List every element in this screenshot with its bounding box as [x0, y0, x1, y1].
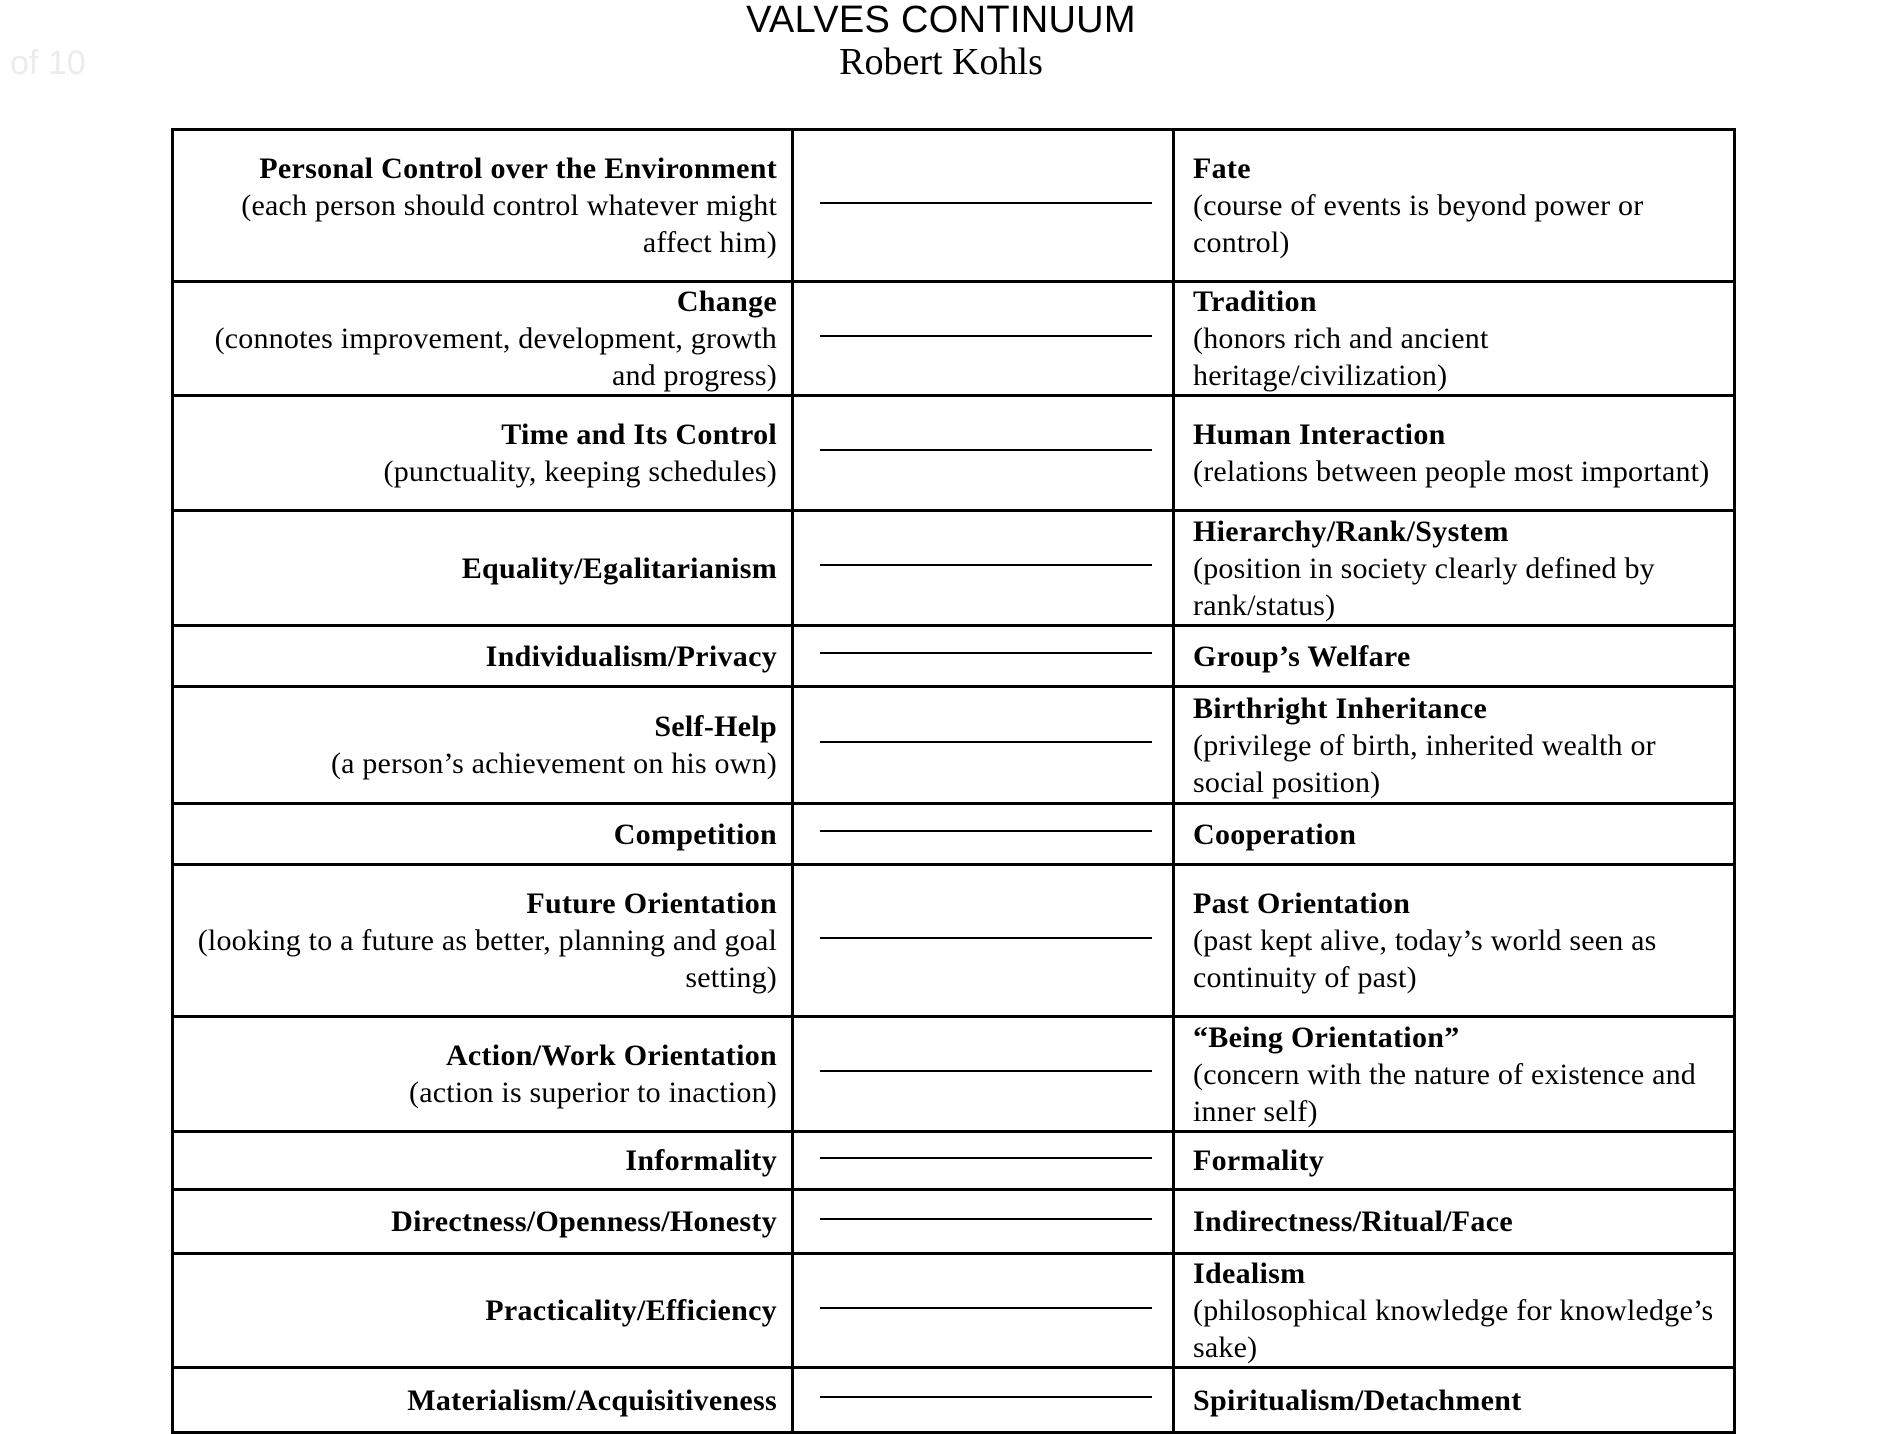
left-value-cell	[173, 804, 793, 865]
left-value-title: Practicality/Efficiency	[485, 1294, 777, 1327]
table-row	[173, 626, 1735, 687]
right-value-cell	[1174, 804, 1735, 865]
rating-line-cell[interactable]	[793, 865, 1174, 1017]
right-value-description: (philosophical knowledge for knowledge’s sake)	[1193, 1294, 1714, 1364]
rating-line-cell[interactable]	[793, 1132, 1174, 1190]
left-value-cell	[173, 1190, 793, 1254]
table-row	[173, 804, 1735, 865]
rating-line-cell[interactable]	[793, 282, 1174, 396]
right-value-title: Birthright Inheritance	[1193, 691, 1488, 725]
rating-line[interactable]	[820, 202, 1152, 204]
right-value-title: Fate	[1193, 152, 1251, 185]
left-value-title: Competition	[613, 817, 777, 851]
left-value-description: (each person should control whatever might affect him)	[241, 189, 777, 259]
table-row	[173, 282, 1735, 396]
left-value-cell	[173, 511, 793, 626]
table-row	[173, 130, 1735, 282]
left-value-description: (a person’s achievement on his own)	[330, 747, 777, 780]
right-value-description: (relations between people most important)	[1193, 455, 1710, 488]
left-value-title: Time and Its Control	[501, 418, 777, 451]
right-value-title: Human Interaction	[1193, 418, 1446, 451]
rating-line[interactable]	[820, 652, 1152, 654]
left-value-cell	[173, 865, 793, 1017]
rating-line[interactable]	[820, 335, 1152, 337]
rating-line-cell[interactable]	[793, 396, 1174, 511]
rating-line-cell[interactable]	[793, 1254, 1174, 1368]
left-value-title: Materialism/Acquisitiveness	[407, 1383, 777, 1417]
document-title: VALVES CONTINUUM	[746, 0, 1136, 41]
table-row	[173, 687, 1735, 804]
right-value-title: Cooperation	[1193, 817, 1357, 851]
left-value-cell	[173, 1254, 793, 1368]
table-row	[173, 1190, 1735, 1254]
left-value-description: (action is superior to inaction)	[409, 1076, 777, 1109]
left-value-cell	[173, 282, 793, 396]
right-value-title: Hierarchy/Rank/System	[1193, 514, 1509, 548]
right-value-title: Past Orientation	[1193, 887, 1411, 920]
right-value-cell	[1174, 282, 1735, 396]
left-value-title: Future Orientation	[526, 887, 777, 920]
rating-line-cell[interactable]	[793, 626, 1174, 687]
rating-line-cell[interactable]	[793, 1368, 1174, 1433]
right-value-cell	[1174, 687, 1735, 804]
left-value-description: (punctuality, keeping schedules)	[383, 455, 777, 488]
right-value-cell	[1174, 396, 1735, 511]
right-value-cell	[1174, 865, 1735, 1017]
right-value-description: (position in society clearly defined by rank/status)	[1193, 551, 1655, 622]
right-value-title: Formality	[1193, 1144, 1324, 1177]
right-value-cell	[1174, 130, 1735, 282]
right-value-cell	[1174, 1190, 1735, 1254]
left-value-cell	[173, 396, 793, 511]
left-value-cell	[173, 1017, 793, 1132]
right-value-cell	[1174, 511, 1735, 626]
rating-line-cell[interactable]	[793, 804, 1174, 865]
right-value-cell	[1174, 1017, 1735, 1132]
right-value-title: Idealism	[1193, 1257, 1306, 1290]
table-row	[173, 511, 1735, 626]
left-value-title: Informality	[625, 1144, 777, 1177]
table-row	[173, 1017, 1735, 1132]
left-value-cell	[173, 1368, 793, 1433]
left-value-title: Personal Control over the Environment	[259, 152, 777, 185]
left-value-cell	[173, 130, 793, 282]
rating-line-cell[interactable]	[793, 687, 1174, 804]
left-value-cell	[173, 1132, 793, 1190]
table-row	[173, 396, 1735, 511]
left-value-description: (looking to a future as better, planning and goal setting)	[197, 924, 777, 994]
rating-line-cell[interactable]	[793, 1190, 1174, 1254]
left-value-title: Self-Help	[654, 710, 777, 743]
table-row	[173, 1254, 1735, 1368]
rating-line[interactable]	[820, 1157, 1152, 1159]
right-value-description: (honors rich and ancient heritage/civilization)	[1193, 322, 1489, 392]
values-continuum-table	[171, 128, 1736, 1434]
page-indicator: of 10	[10, 44, 86, 82]
rating-line[interactable]	[820, 1307, 1152, 1309]
right-value-description: (privilege of birth, inherited wealth or social position)	[1193, 728, 1656, 799]
right-value-description: (concern with the nature of existence and inner self)	[1193, 1057, 1696, 1128]
rating-line[interactable]	[820, 1396, 1152, 1398]
left-value-cell	[173, 687, 793, 804]
table-row	[173, 1368, 1735, 1433]
right-value-cell	[1174, 1254, 1735, 1368]
table-row	[173, 865, 1735, 1017]
right-value-description: (past kept alive, today’s world seen as continuity of past)	[1193, 924, 1657, 994]
left-value-title: Change	[676, 285, 777, 318]
left-value-title: Action/Work Orientation	[445, 1039, 777, 1072]
left-value-cell	[173, 626, 793, 687]
rating-line[interactable]	[820, 1218, 1152, 1220]
rating-line[interactable]	[820, 564, 1152, 566]
right-value-cell	[1174, 1368, 1735, 1433]
right-value-title: Group’s Welfare	[1193, 639, 1411, 673]
rating-line-cell[interactable]	[793, 511, 1174, 626]
rating-line[interactable]	[820, 830, 1152, 832]
right-value-title: Spiritualism/Detachment	[1193, 1383, 1522, 1417]
right-value-title: Indirectness/Ritual/Face	[1193, 1205, 1513, 1238]
rating-line-cell[interactable]	[793, 130, 1174, 282]
right-value-cell	[1174, 1132, 1735, 1190]
rating-line[interactable]	[820, 449, 1152, 451]
rating-line[interactable]	[820, 741, 1152, 743]
right-value-description: (course of events is beyond power or control)	[1193, 189, 1644, 259]
left-value-description: (connotes improvement, development, growth and progress)	[214, 322, 777, 392]
rating-line-cell[interactable]	[793, 1017, 1174, 1132]
right-value-cell	[1174, 626, 1735, 687]
rating-line[interactable]	[820, 1070, 1152, 1072]
right-value-title: Tradition	[1193, 285, 1317, 318]
left-value-title: Equality/Egalitarianism	[461, 551, 777, 585]
rating-line[interactable]	[820, 937, 1152, 939]
table-row	[173, 1132, 1735, 1190]
document-author: Robert Kohls	[839, 41, 1043, 83]
left-value-title: Individualism/Privacy	[485, 639, 777, 673]
right-value-title: “Being Orientation”	[1193, 1020, 1460, 1054]
left-value-title: Directness/Openness/Honesty	[391, 1205, 777, 1238]
